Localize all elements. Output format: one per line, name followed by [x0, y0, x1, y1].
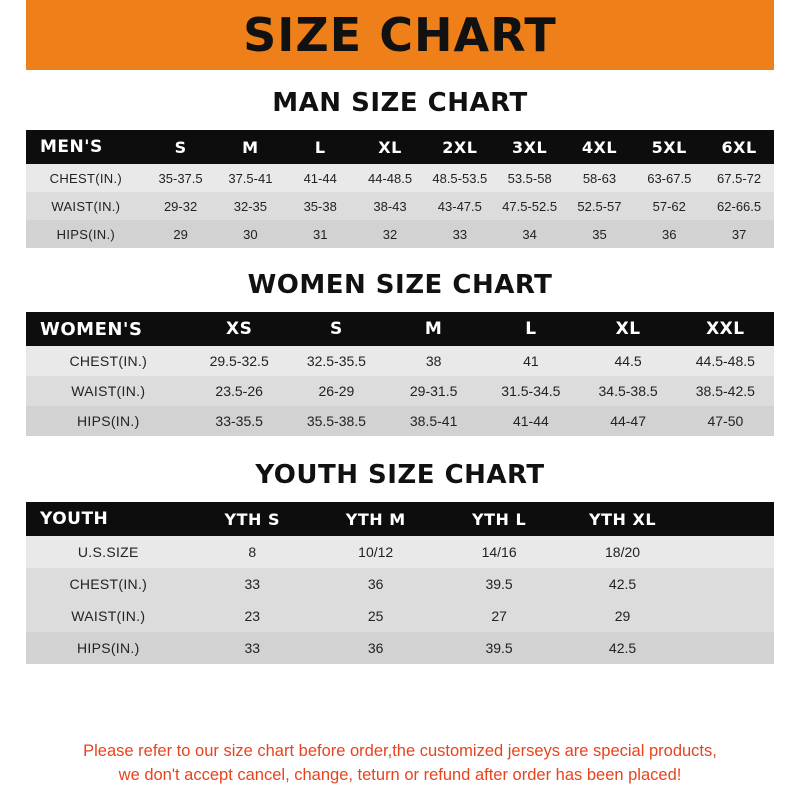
row-label: WAIST(IN.) — [26, 192, 146, 220]
table-row — [26, 536, 774, 568]
table-cell: 36 — [314, 632, 437, 664]
table-cell: 14/16 — [437, 536, 560, 568]
table-cell: 23 — [191, 600, 314, 632]
column-header: XS — [191, 312, 288, 346]
table-cell: 29-32 — [146, 192, 216, 220]
column-header: YTH XL — [561, 502, 684, 536]
column-header: XL — [355, 130, 425, 164]
column-header: L — [482, 312, 579, 346]
table-cell: 29-31.5 — [385, 376, 482, 406]
table-cell: 35.5-38.5 — [288, 406, 385, 436]
table-cell: 34.5-38.5 — [579, 376, 676, 406]
column-header: WOMEN'S — [26, 312, 191, 346]
table-cell: 44.5 — [579, 346, 676, 376]
table-cell: 26-29 — [288, 376, 385, 406]
row-label: HIPS(IN.) — [26, 632, 191, 664]
column-header: M — [215, 130, 285, 164]
column-header-spacer — [684, 502, 774, 536]
table-cell: 35-38 — [285, 192, 355, 220]
table-cell: 32-35 — [215, 192, 285, 220]
women-section-heading: WOMEN SIZE CHART — [247, 270, 553, 300]
table-cell: 63-67.5 — [634, 164, 704, 192]
table-cell: 39.5 — [437, 568, 560, 600]
column-header: 3XL — [495, 130, 565, 164]
banner-edge-right — [774, 0, 800, 70]
table-cell: 52.5-57 — [565, 192, 635, 220]
table-cell: 29 — [146, 220, 216, 248]
table-cell: 29.5-32.5 — [191, 346, 288, 376]
banner — [0, 0, 800, 70]
women-table-wrap — [0, 312, 800, 436]
youth-table-body — [26, 536, 774, 664]
column-header: S — [146, 130, 216, 164]
table-cell: 38.5-42.5 — [677, 376, 774, 406]
table-cell: 57-62 — [634, 192, 704, 220]
table-cell: 33 — [425, 220, 495, 248]
row-label: U.S.SIZE — [26, 536, 191, 568]
table-cell: 38-43 — [355, 192, 425, 220]
table-cell: 37 — [704, 220, 774, 248]
table-cell: 47-50 — [677, 406, 774, 436]
man-size-table — [26, 130, 774, 248]
table-row — [26, 568, 774, 600]
column-header: YTH M — [314, 502, 437, 536]
column-header: 2XL — [425, 130, 495, 164]
table-cell: 35 — [565, 220, 635, 248]
women-table-head — [26, 312, 774, 346]
table-cell: 32.5-35.5 — [288, 346, 385, 376]
row-label: CHEST(IN.) — [26, 568, 191, 600]
column-header: 6XL — [704, 130, 774, 164]
table-cell: 30 — [215, 220, 285, 248]
column-header: YOUTH — [26, 502, 191, 536]
table-cell: 44.5-48.5 — [677, 346, 774, 376]
table-cell: 67.5-72 — [704, 164, 774, 192]
youth-size-table — [26, 502, 774, 664]
row-label: WAIST(IN.) — [26, 376, 191, 406]
table-cell: 39.5 — [437, 632, 560, 664]
table-row — [26, 376, 774, 406]
youth-table-wrap — [0, 502, 800, 664]
table-cell: 25 — [314, 600, 437, 632]
table-cell: 36 — [634, 220, 704, 248]
table-cell: 31.5-34.5 — [482, 376, 579, 406]
table-row — [26, 164, 774, 192]
column-header: 5XL — [634, 130, 704, 164]
table-cell: 32 — [355, 220, 425, 248]
table-cell-spacer — [684, 632, 774, 664]
table-cell: 38.5-41 — [385, 406, 482, 436]
table-cell: 41-44 — [482, 406, 579, 436]
table-cell: 10/12 — [314, 536, 437, 568]
table-cell: 29 — [561, 600, 684, 632]
column-header: XL — [579, 312, 676, 346]
column-header: XXL — [677, 312, 774, 346]
table-row — [26, 406, 774, 436]
column-header: YTH L — [437, 502, 560, 536]
column-header: L — [285, 130, 355, 164]
table-cell: 27 — [437, 600, 560, 632]
table-cell: 33-35.5 — [191, 406, 288, 436]
table-cell-spacer — [684, 568, 774, 600]
table-cell: 42.5 — [561, 632, 684, 664]
table-header-row — [26, 312, 774, 346]
page-title: SIZE CHART — [243, 8, 557, 62]
table-cell: 37.5-41 — [215, 164, 285, 192]
table-cell: 23.5-26 — [191, 376, 288, 406]
column-header: S — [288, 312, 385, 346]
table-row — [26, 600, 774, 632]
column-header: M — [385, 312, 482, 346]
table-cell-spacer — [684, 536, 774, 568]
row-label: WAIST(IN.) — [26, 600, 191, 632]
youth-table-head — [26, 502, 774, 536]
table-cell: 48.5-53.5 — [425, 164, 495, 192]
table-cell: 35-37.5 — [146, 164, 216, 192]
table-cell: 34 — [495, 220, 565, 248]
table-cell: 36 — [314, 568, 437, 600]
column-header: MEN'S — [26, 130, 146, 164]
table-cell: 44-47 — [579, 406, 676, 436]
row-label: CHEST(IN.) — [26, 346, 191, 376]
banner-edge-left — [0, 0, 26, 70]
table-cell: 58-63 — [565, 164, 635, 192]
man-table-body — [26, 164, 774, 248]
man-table-head — [26, 130, 774, 164]
table-cell: 43-47.5 — [425, 192, 495, 220]
youth-section-heading: YOUTH SIZE CHART — [255, 460, 545, 490]
table-row — [26, 192, 774, 220]
table-row — [26, 632, 774, 664]
table-cell: 44-48.5 — [355, 164, 425, 192]
table-cell: 42.5 — [561, 568, 684, 600]
man-table-wrap — [0, 130, 800, 248]
table-cell: 38 — [385, 346, 482, 376]
table-row — [26, 220, 774, 248]
women-size-table — [26, 312, 774, 436]
column-header: 4XL — [565, 130, 635, 164]
table-cell: 18/20 — [561, 536, 684, 568]
column-header: YTH S — [191, 502, 314, 536]
footer-note-line-1: Please refer to our size chart before order,the customized jerseys are special products, — [83, 742, 717, 761]
row-label: CHEST(IN.) — [26, 164, 146, 192]
table-cell: 33 — [191, 632, 314, 664]
footer-note-line-2: we don't accept cancel, change, teturn or refund after order has been placed! — [118, 766, 682, 785]
table-cell: 53.5-58 — [495, 164, 565, 192]
table-row — [26, 346, 774, 376]
table-cell: 41 — [482, 346, 579, 376]
table-cell: 33 — [191, 568, 314, 600]
table-cell: 8 — [191, 536, 314, 568]
footer-note — [0, 740, 800, 788]
table-cell: 31 — [285, 220, 355, 248]
women-table-body — [26, 346, 774, 436]
row-label: HIPS(IN.) — [26, 220, 146, 248]
table-cell-spacer — [684, 600, 774, 632]
table-cell: 41-44 — [285, 164, 355, 192]
man-section-heading: MAN SIZE CHART — [272, 88, 528, 118]
table-cell: 47.5-52.5 — [495, 192, 565, 220]
table-header-row — [26, 502, 774, 536]
table-cell: 62-66.5 — [704, 192, 774, 220]
row-label: HIPS(IN.) — [26, 406, 191, 436]
table-header-row — [26, 130, 774, 164]
